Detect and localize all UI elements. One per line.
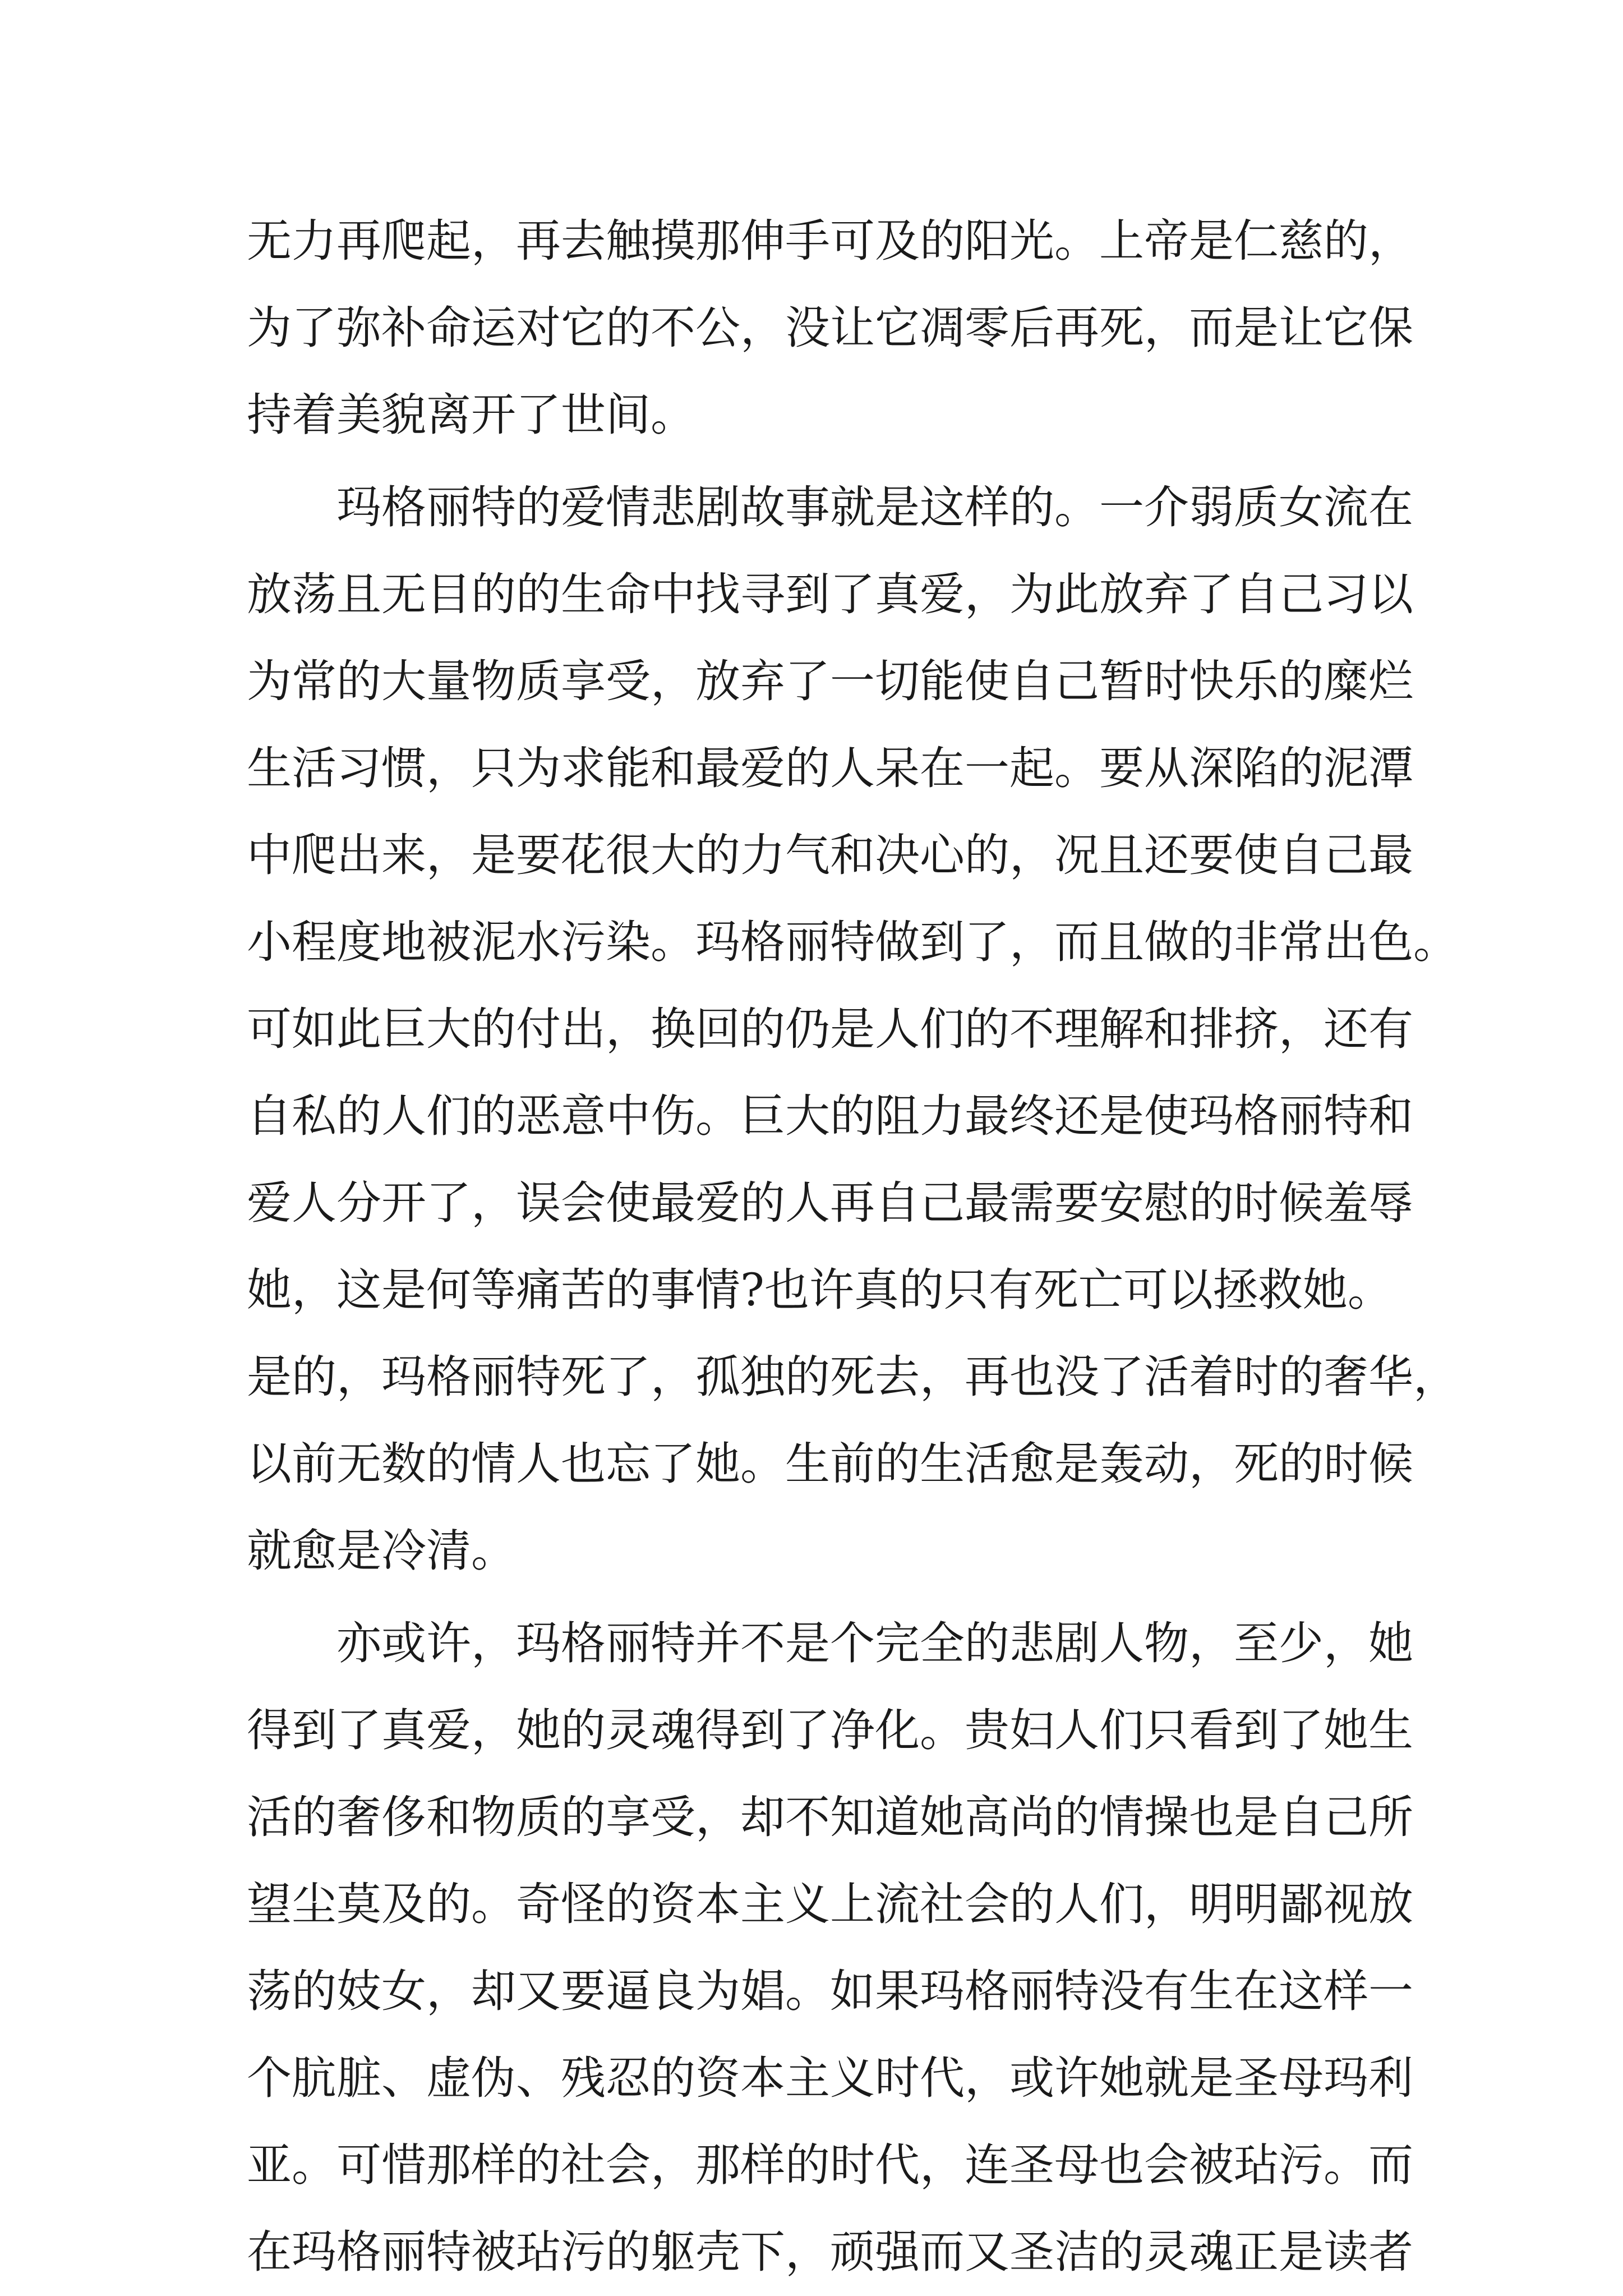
text-line: 得到了真爱，她的灵魂得到了净化。贵妇人们只看到了她生 — [247, 1704, 1413, 1756]
text-line: 就愈是冷清。 — [247, 1525, 516, 1577]
text-line: 无力再爬起，再去触摸那伸手可及的阳光。上帝是仁慈的， — [247, 215, 1413, 267]
text-line: 可如此巨大的付出，换回的仍是人们的不理解和排挤，还有 — [247, 1003, 1413, 1055]
text-line: 为了弥补命运对它的不公，没让它凋零后再死，而是让它保 — [247, 302, 1413, 354]
text-line: 放荡且无目的的生命中找寻到了真爱，为此放弃了自己习以 — [247, 568, 1413, 620]
text-line: 玛格丽特的爱情悲剧故事就是这样的。一介弱质女流在 — [336, 481, 1413, 533]
text-line: 小程度地被泥水污染。玛格丽特做到了，而且做的非常出色。 — [247, 916, 1458, 968]
paragraph-2 — [247, 464, 1458, 1594]
text-line: 持着美貌离开了世间。 — [247, 389, 695, 441]
text-line: 为常的大量物质享受，放弃了一切能使自己暂时快乐的糜烂 — [247, 655, 1413, 707]
text-line: 个肮脏、虚伪、残忍的资本主义时代，或许她就是圣母玛利 — [247, 2052, 1413, 2104]
text-line: 望尘莫及的。奇怪的资本主义上流社会的人们，明明鄙视放 — [247, 1878, 1413, 1930]
body-text — [247, 197, 1458, 2295]
text-line: 自私的人们的恶意中伤。巨大的阻力最终还是使玛格丽特和 — [247, 1090, 1413, 1142]
text-line: 她，这是何等痛苦的事情?也许真的只有死亡可以拯救她。 — [247, 1264, 1393, 1316]
text-line: 荡的妓女，却又要逼良为娼。如果玛格丽特没有生在这样一 — [247, 1965, 1413, 2017]
text-line: 亚。可惜那样的社会，那样的时代，连圣母也会被玷污。而 — [247, 2139, 1413, 2191]
text-line: 以前无数的情人也忘了她。生前的生活愈是轰动，死的时候 — [247, 1438, 1413, 1490]
paragraph-3 — [247, 1600, 1413, 2295]
text-line: 中爬出来，是要花很大的力气和决心的，况且还要使自己最 — [247, 829, 1413, 881]
text-line: 生活习惯，只为求能和最爱的人呆在一起。要从深陷的泥潭 — [247, 742, 1413, 794]
paragraph-1 — [247, 197, 1413, 458]
text-line: 爱人分开了，误会使最爱的人再自己最需要安慰的时候羞辱 — [247, 1177, 1413, 1229]
text-line: 在玛格丽特被玷污的躯壳下，顽强而又圣洁的灵魂正是读者 — [247, 2226, 1413, 2278]
text-line: 亦或许，玛格丽特并不是个完全的悲剧人物，至少，她 — [336, 1617, 1413, 1669]
text-line: 是的，玛格丽特死了，孤独的死去，再也没了活着时的奢华， — [247, 1351, 1458, 1403]
text-line: 活的奢侈和物质的享受，却不知道她高尚的情操也是自己所 — [247, 1791, 1413, 1843]
